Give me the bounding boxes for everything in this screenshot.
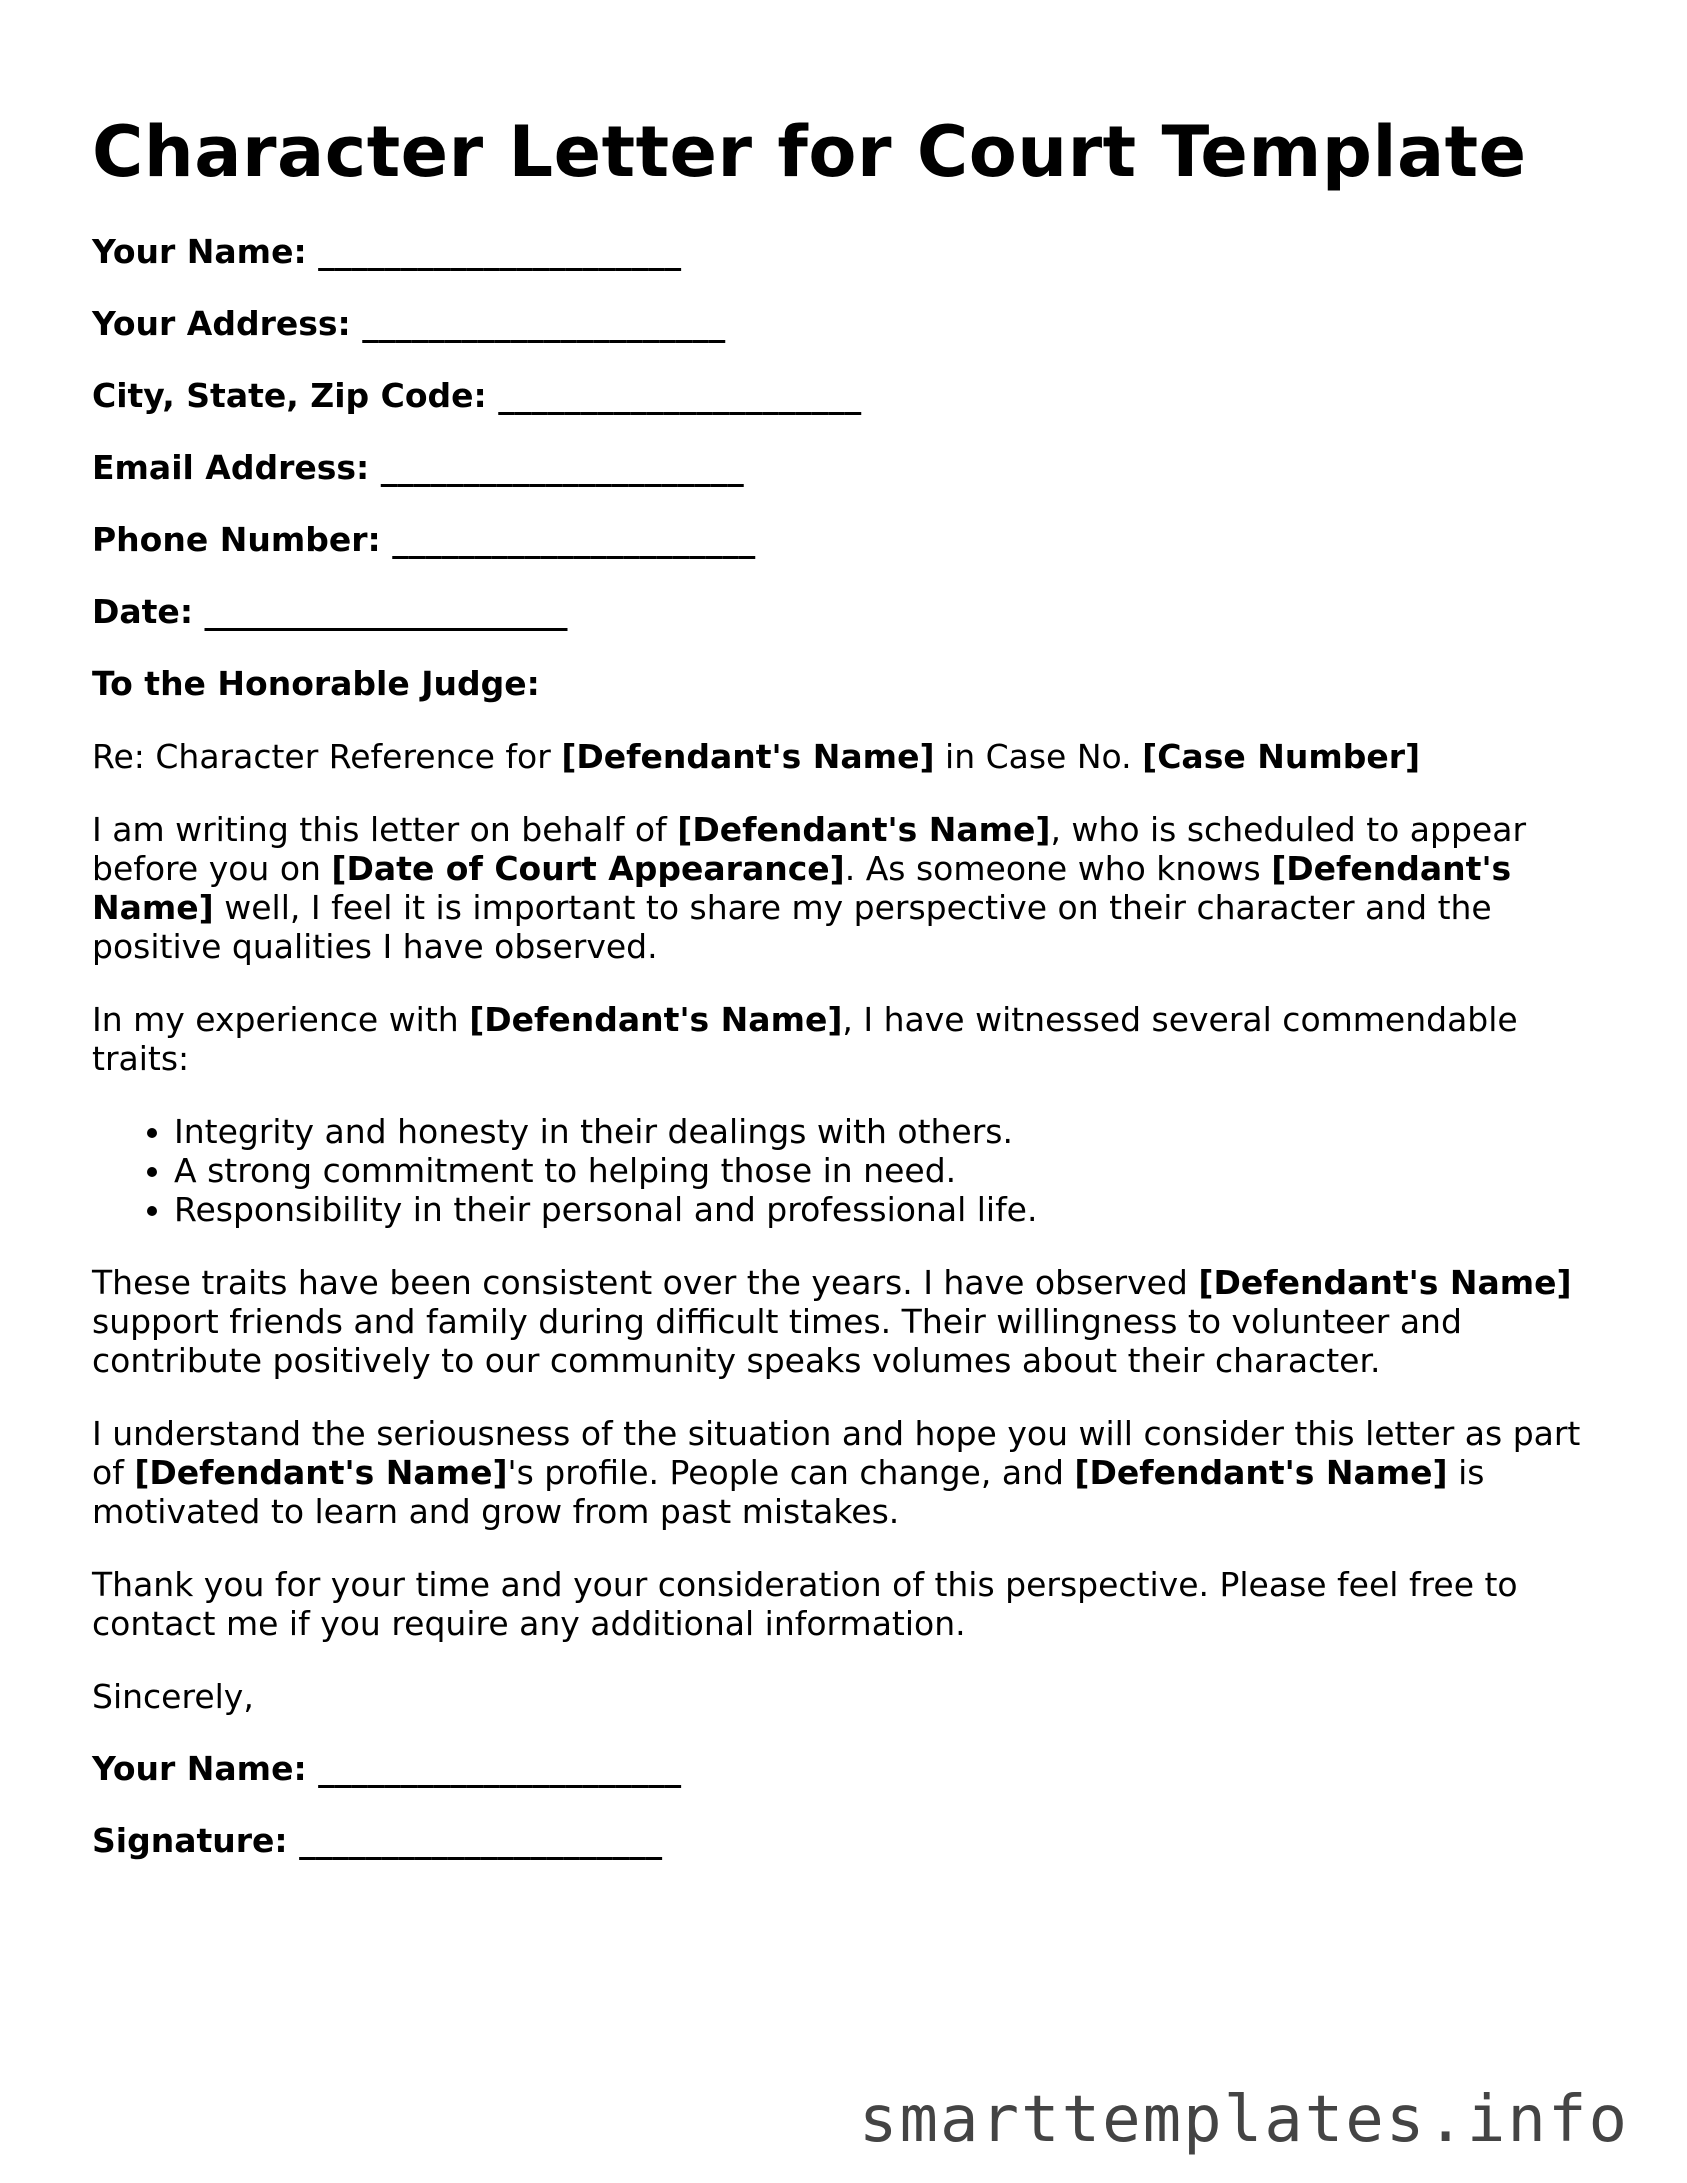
defendant-placeholder: [Defendant's Name] xyxy=(1198,1262,1572,1302)
re-prefix: Re: Character Reference for xyxy=(92,736,562,776)
field-label: Email Address: xyxy=(92,447,370,487)
signoff-name-field xyxy=(92,1750,1612,1788)
text-run: , who is scheduled to appear before you on xyxy=(92,809,1527,888)
field-blank: ______________________ xyxy=(204,591,568,631)
defendant-placeholder: [Defendant's Name] xyxy=(134,1452,508,1492)
text-run: well, I feel it is important to share my perspective on their character and the positive qualities I have observed. xyxy=(92,887,1492,966)
text-run: I understand the seriousness of the situation and hope you will consider this letter as part of xyxy=(92,1413,1581,1492)
signature-field xyxy=(92,1822,1612,1860)
traits-list xyxy=(92,1112,1612,1229)
your-address-field xyxy=(92,305,1612,343)
defendant-placeholder: [Defendant's Name] xyxy=(1074,1452,1448,1492)
field-blank: ______________________ xyxy=(318,1748,682,1788)
paragraph-thanks: Thank you for your time and your consideration of this perspective. Please feel free to contact me if you require any additional information. xyxy=(92,1564,1518,1643)
field-label: Your Name: xyxy=(92,1748,307,1788)
paragraph-intro xyxy=(92,810,1612,966)
text-run: These traits have been consistent over the years. I have observed xyxy=(92,1262,1199,1302)
field-blank: ______________________ xyxy=(380,447,744,487)
defendant-placeholder: [Defendant's Name] xyxy=(92,848,1512,927)
text-run: I am writing this letter on behalf of xyxy=(92,809,678,849)
email-address-field xyxy=(92,449,1612,487)
defendant-placeholder: [Defendant's Name] xyxy=(561,736,935,776)
field-label: Your Name: xyxy=(92,231,307,271)
re-middle: in Case No. xyxy=(934,736,1143,776)
field-label: Your Address: xyxy=(92,303,351,343)
field-blank: ______________________ xyxy=(498,375,862,415)
city-state-zip-field xyxy=(92,377,1612,415)
your-name-field xyxy=(92,233,1612,271)
page-title: Character Letter for Court Template xyxy=(92,111,1527,193)
list-item: • A strong commitment to helping those in need. xyxy=(174,1151,1612,1190)
defendant-placeholder: [Defendant's Name] xyxy=(469,999,843,1039)
paragraph-consistency xyxy=(92,1263,1612,1380)
field-label: Date: xyxy=(92,591,194,631)
case-number-placeholder: [Case Number] xyxy=(1142,736,1421,776)
field-blank: ______________________ xyxy=(362,303,726,343)
text-run: , I have witnessed several commendable traits: xyxy=(92,999,1518,1078)
defendant-placeholder: [Defendant's Name] xyxy=(677,809,1051,849)
watermark: smarttemplates.info xyxy=(858,2083,1629,2157)
field-blank: ______________________ xyxy=(392,519,756,559)
re-line xyxy=(92,737,1612,776)
paragraph-understanding xyxy=(92,1414,1612,1531)
field-label: Phone Number: xyxy=(92,519,381,559)
date-field xyxy=(92,593,1612,631)
text-run: . As someone who knows xyxy=(844,848,1272,888)
text-run: support friends and family during difficult times. Their willingness to volunteer and contribute positively to our community speaks volumes about their character. xyxy=(92,1301,1462,1380)
text-run: 's profile. People can change, and xyxy=(507,1452,1075,1492)
paragraph-traits-intro xyxy=(92,1000,1612,1078)
letter-page xyxy=(92,112,1612,1894)
salutation: To the Honorable Judge: xyxy=(92,663,540,703)
list-item: • Integrity and honesty in their dealings with others. xyxy=(174,1112,1612,1151)
phone-number-field xyxy=(92,521,1612,559)
field-blank: ______________________ xyxy=(299,1820,663,1860)
text-run: In my experience with xyxy=(92,999,470,1039)
field-label: Signature: xyxy=(92,1820,288,1860)
field-label: City, State, Zip Code: xyxy=(92,375,487,415)
court-date-placeholder: [Date of Court Appearance] xyxy=(331,848,845,888)
list-item: • Responsibility in their personal and professional life. xyxy=(174,1190,1612,1229)
field-blank: ______________________ xyxy=(318,231,682,271)
text-run: is motivated to learn and grow from past mistakes. xyxy=(92,1452,1485,1531)
closing: Sincerely, xyxy=(92,1676,254,1716)
